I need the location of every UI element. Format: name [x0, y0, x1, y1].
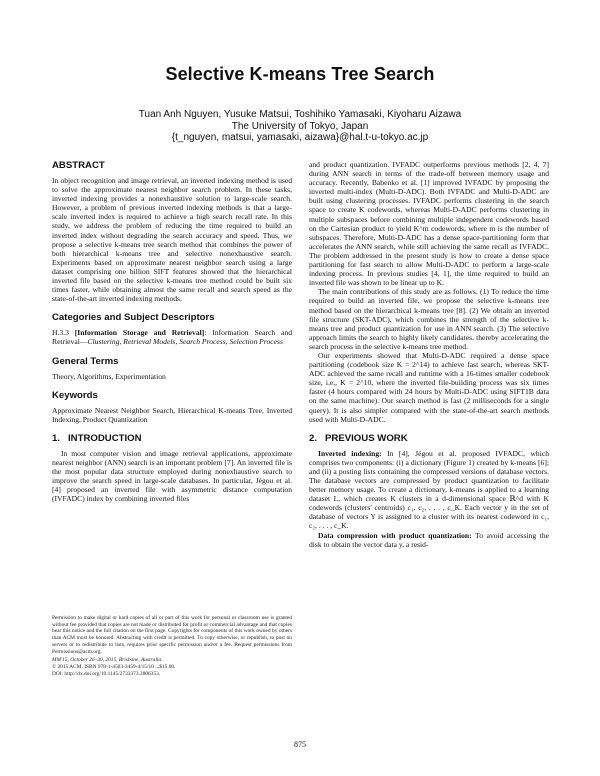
data-compression-text: To avoid accessing the disk to obtain the vector data y, a resid- [309, 530, 550, 549]
keywords-section [52, 390, 292, 424]
author-affiliation: The University of Tokyo, Japan [231, 120, 369, 132]
inverted-indexing-text: In [4], Jégou et al. proposed IVFADC, which comprises two components: (i) a dictionary (Figure 1) created by k-means [6]; and (ii) a posting lists containing the compressed versions of database vectors. The database vectors are compressed by product quantization to facilitate better memory usage. To create a dictionary, k-means is applied to a learning dataset L, which creates K clusters in a d-dimensional space ℝ^d with K codewords (clusters' centroids) c₁, c₂, . . . , c_K. Each vector y in the set of database of vectors Y is assigned to a cluster with its nearest codeword in c₁, c₂, . . . , c_K. [309, 448, 550, 531]
right-paragraph-2: The main contributions of this study are as follows. (1) To reduce the time required to build an inverted file, we propose the selective k-means tree method based on the hierarchical k-means tree [8]. (2) We obtain an inverted file structure (SKT-ADC), which combines the strength of the selective k-means tree and product quantization for use in ANN search. (3) The selective approach limits the search to highly likely candidates, thereby accelerating the search process in the selective k-means tree method. [309, 287, 549, 351]
author-block [0, 109, 600, 144]
categories-text [52, 328, 292, 346]
abstract-section [52, 160, 292, 303]
introduction-section [52, 433, 292, 504]
copyright-text: Permission to make digital or hard copies of all or part of this work for personal or classroom use is granted without fee provided that copies are not made or distributed for profit or commercial advantage and that copies bear this notice and the full citation on the first page. Copyrights for components of this work owned by others than ACM must be honored. Abstracting with credit is permitted. To copy otherwise, or republish, to post on servers or to redistribute to lists, requires prior specific permission and/or a fee. Request permissions from Permissions@acm.org. [52, 615, 292, 655]
general-terms-heading: General Terms [52, 355, 119, 367]
intro-continued [309, 160, 549, 424]
introduction-number: 1. [52, 432, 61, 444]
conference-info: MM'15, October 26–30, 2015, Brisbane, Australia. [52, 657, 163, 664]
author-names: Tuan Anh Nguyen, Yusuke Matsui, Toshihiko Yamasaki, Kiyoharu Aizawa [138, 109, 462, 120]
categories-code: H.3.3 [52, 328, 69, 338]
categories-heading: Categories and Subject Descriptors [52, 312, 215, 324]
author-email: {t_nguyen, matsui, yamasaki, aizawa}@hal.t-u-tokyo.ac.jp [171, 132, 429, 143]
previous-work-section [309, 433, 549, 549]
inverted-indexing-lead: Inverted indexing: [318, 448, 382, 458]
right-paragraph-3: Our experiments showed that Multi-D-ADC required a dense space partitioning (codebook size K = 2^14) to achieve fast search, whereas SKT-ADC achieved the same recall and runtime with a 16-times smaller codebook size, i.e., K = 2^10, where the inverted file-building process was six times faster (4 hours compared with 24 hours by Multi-D-ADC using SIFT1B data on the same machine). Our search method is fast (2 milliseconds for a single query). It is also simpler compared with the state-of-the-art search methods used with Multi-D-ADC. [309, 350, 549, 424]
categories-bold: [Information Storage and Retrieval] [74, 328, 205, 338]
previous-work-heading [309, 433, 549, 444]
categories-italic: Clustering, Retrieval Models, Search Process, Selection Process [87, 337, 283, 347]
rights-info: © 2015 ACM. ISBN 978-1-4503-3459-4/15/10 ...$15.00. [52, 663, 176, 670]
abstract-heading: ABSTRACT [52, 160, 105, 171]
data-compression-lead: Data compression with product quantization: [318, 530, 472, 540]
introduction-text: In most computer vision and image retrieval applications, approximate nearest neighbor (ANN) search is an important problem [7]. An inverted file is the most popular data structure employed during nonexhaustive search to improve the search speed in large-scale databases. In particular, Jégou et al. [4] proposed an inverted file with asymmetric distance computation (IVFADC) index by combining inverted files [52, 448, 292, 504]
keywords-heading: Keywords [52, 389, 98, 401]
introduction-heading [52, 433, 292, 444]
introduction-title: INTRODUCTION [68, 432, 142, 444]
general-terms-section [52, 356, 292, 381]
previous-work-number: 2. [309, 432, 318, 444]
inverted-indexing-paragraph [309, 449, 549, 531]
categories-section [52, 312, 292, 346]
categories-plain: : Information Search and Retrieval— [52, 328, 292, 347]
previous-work-title: PREVIOUS WORK [325, 432, 408, 444]
page-number: 875 [294, 740, 306, 749]
copyright-notice [52, 615, 292, 677]
data-compression-paragraph [309, 531, 549, 549]
general-terms-text: Theory, Algorithms, Experimentation [52, 371, 166, 381]
left-column [52, 160, 292, 512]
paper-title: Selective K-means Tree Search [165, 64, 435, 84]
keywords-text: Approximate Nearest Neighbor Search, Hierarchical K-means Tree, Inverted Indexing, Product Quantization [52, 405, 292, 424]
abstract-text: In object recognition and image retrieval, an inverted indexing method is used to solve the approximate nearest neighbor search problem. In these tasks, inverted indexing provides a nonexhaustive solution to large-scale search. However, a problem of previous inverted indexing methods is that a large-scale inverted index is required to achieve a high search recall rate. In this study, we address the problem of reducing the time required to build an inverted index without degrading the search accuracy and speed. Thus, we propose a selective k-means tree search method that combines the power of both hierarchical k-means tree and selective nonexhaustive search. Experiments based on approximate nearest neighbor search using a large dataset comprising one billion SIFT features showed that the hierarchical inverted file based on the selective k-means tree method could be built six times faster, while obtaining almost the same recall and search speed as the state-of-the-art inverted indexing methods. [52, 176, 292, 304]
right-paragraph-1: and product quantization. IVFADC outperforms previous methods [2, 4, 7] during ANN search in terms of the trade-off between memory usage and accuracy. Recently, Babenko et al. [1] improved IVFADC by proposing the inverted multi-index (Multi-D-ADC). Both IVFADC and Multi-D-ADC are built using clustering processes. IVFADC performs clustering in the search space to create K codewords, whereas Multi-D-ADC performs clustering in multiple subspaces before combining multiple independent codewords based on the Cartesian product to yield K^m codewords, where m is the number of subspaces. Therefore, Multi-D-ADC has a dense space-partitioning form that accelerates the ANN search, while still achieving the same recall as IVFADC. The problem addressed in the present study is how to create a dense space partitioning for fast search to allow Multi-D-ADC to perform a large-scale indexing process. In previous studies [4, 1], the time required to build an inverted file was shown to be linear up to K. [309, 160, 549, 288]
copyright-meta [52, 657, 292, 677]
right-column [309, 160, 549, 558]
doi-info: DOI: http://dx.doi.org/10.1145/2733373.2806353. [52, 670, 161, 677]
